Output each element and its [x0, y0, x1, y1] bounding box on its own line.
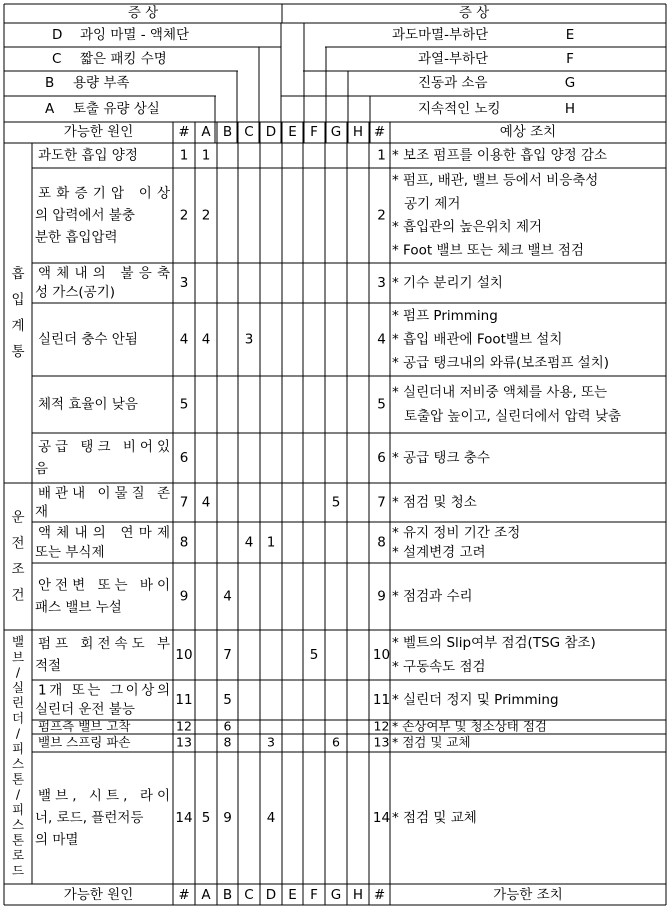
group-label-char: 스 — [11, 817, 25, 833]
group-label-char: 흡 — [11, 266, 25, 282]
footer-col-f: F — [310, 887, 318, 903]
row-num: 12 — [176, 718, 192, 734]
footer-col-c: C — [244, 887, 254, 903]
row-cell-a: 2 — [201, 207, 211, 224]
row-cell-b: 7 — [223, 647, 232, 663]
footer-col-h: H — [352, 887, 364, 903]
row-cell-b: 5 — [223, 692, 232, 708]
row-cell-f: 5 — [309, 647, 319, 663]
row-num-right: 4 — [377, 331, 386, 348]
row-num-right: 7 — [377, 494, 386, 511]
row-num-right: 12 — [373, 718, 390, 734]
row-num-right: 13 — [373, 734, 390, 750]
row-num-right: 10 — [372, 647, 391, 663]
row-num: 6 — [179, 450, 189, 466]
row-cause: 1개 또는 그이상의 — [38, 682, 170, 699]
row-num-right: 2 — [377, 207, 386, 224]
footer-num: # — [178, 887, 190, 903]
row-num: 7 — [179, 494, 189, 511]
row-action: * 공급 탱크 충수 — [392, 450, 490, 466]
row-num: 9 — [179, 588, 189, 605]
footer-col-b: B — [222, 887, 233, 903]
symptom-code-b: B — [45, 75, 55, 91]
row-cause: 실린더 운전 불능 — [35, 701, 135, 718]
row-action: * 점검과 수리 — [392, 588, 473, 605]
group-label-char: 전 — [11, 535, 25, 552]
row-cell-a: 4 — [201, 331, 211, 348]
group-label-char: / — [15, 725, 21, 741]
symptom-label-d: 과잉 마멸 - 액체단 — [80, 27, 190, 43]
symptom-header-right: 증 상 — [458, 5, 490, 21]
col-header-a: A — [201, 124, 211, 140]
symptom-header-left: 증 상 — [127, 5, 159, 21]
symptom-code-a: A — [45, 101, 55, 117]
row-cause: 체적 효율이 낮음 — [38, 396, 138, 413]
symptom-label-e: 과도마멸-부하단 — [392, 27, 489, 43]
col-header-num-right: # — [373, 124, 386, 140]
group-label-char: 톤 — [11, 832, 25, 848]
row-action: * 실린더내 저비중 액체를 사용, 또는 — [392, 384, 608, 401]
group-label-char: / — [15, 786, 21, 802]
group-label-char: 더 — [11, 710, 25, 726]
footer-cause: 가능한 원인 — [63, 887, 134, 903]
group-label-char: 피 — [11, 740, 25, 756]
group-label-char: 실 — [11, 679, 25, 695]
group-label-char: 브 — [11, 649, 25, 665]
row-cause: 액체내의 불응축 — [38, 265, 170, 282]
row-cell-b: 6 — [223, 718, 232, 734]
row-action: * 설계변경 고려 — [392, 544, 486, 561]
row-num: 8 — [179, 534, 189, 551]
row-num: 13 — [176, 734, 192, 750]
footer-action: 가능한 조치 — [493, 887, 563, 903]
row-num: 4 — [179, 331, 189, 348]
row-cause: 펌프 회전속도 부 — [38, 636, 170, 652]
col-header-b: B — [222, 124, 233, 140]
col-header-f: F — [310, 124, 318, 140]
row-action: * 손상여부 및 청소상태 점검 — [392, 718, 547, 734]
col-header-c: C — [244, 124, 254, 140]
row-cell-b: 4 — [223, 588, 232, 605]
row-num-right: 11 — [372, 692, 391, 708]
group-label-char: 건 — [11, 587, 25, 604]
row-action: * 유지 정비 기간 조정 — [392, 524, 521, 541]
group-label-char: / — [15, 664, 21, 680]
row-num-right: 5 — [377, 396, 386, 413]
row-action: 공기 제거 — [404, 195, 461, 212]
row-num: 10 — [175, 647, 193, 663]
row-cause: 배관내 이물질 존 — [38, 485, 170, 502]
row-action: * 실린더 정지 및 Primming — [392, 692, 559, 708]
row-cell-g: 5 — [331, 494, 341, 511]
row-num: 1 — [179, 147, 189, 164]
col-header-h: H — [352, 124, 364, 140]
row-cause: 성 가스(공기) — [35, 284, 116, 301]
row-cause: 또는 부식제 — [35, 544, 105, 561]
symptom-label-h: 지속적인 노킹 — [418, 101, 501, 117]
col-header-g: G — [330, 124, 342, 140]
row-cause: 너, 로드, 플런저등 — [35, 810, 144, 826]
row-cause: 공급 탱크 비어있 — [38, 439, 170, 455]
row-action: * 공급 탱크내의 와류(보조펌프 설치) — [392, 355, 610, 372]
row-cell-d: 1 — [266, 534, 276, 551]
col-header-cause: 가능한 원인 — [63, 124, 134, 140]
row-action: * 흡입관의 높은위치 제거 — [392, 219, 543, 236]
symptom-code-c: C — [52, 51, 62, 67]
row-num-right: 1 — [377, 147, 386, 164]
symptom-label-a: 토출 유량 상실 — [73, 101, 160, 117]
row-cell-b: 8 — [223, 734, 232, 750]
row-action: * 보조 펌프를 이용한 흡입 양정 감소 — [392, 147, 608, 164]
row-cause: 패스 밸브 누설 — [35, 599, 122, 616]
symptom-code-g: G — [564, 75, 576, 91]
row-cause: 분한 흡입압력 — [35, 229, 118, 246]
row-action: * 기수 분리기 설치 — [392, 275, 503, 291]
row-cause: 음 — [35, 461, 49, 477]
group-label-char: 입 — [11, 292, 25, 308]
row-num-right: 6 — [377, 450, 386, 466]
col-header-e: E — [288, 124, 297, 140]
group-label-char: 계 — [11, 318, 25, 334]
row-cell-a: 1 — [201, 147, 211, 164]
row-action: * Foot 밸브 또는 체크 밸브 점검 — [392, 242, 585, 259]
row-cause: 펌프측 밸브 고착 — [38, 718, 131, 734]
row-num: 14 — [175, 810, 193, 826]
row-action: * 펌프 Primming — [392, 307, 498, 324]
footer-col-d: D — [265, 887, 277, 903]
group-label-char: 운 — [11, 509, 25, 526]
row-action: * 벨트의 Slip여부 점검(TSG 참조) — [392, 635, 596, 651]
group-label-char: 린 — [11, 695, 25, 711]
table-text — [11, 4, 621, 903]
row-cell-b: 9 — [223, 810, 232, 826]
row-cause: 재 — [35, 503, 49, 520]
symptom-label-c: 짧은 패킹 수명 — [80, 51, 167, 67]
col-header-num: # — [178, 124, 190, 140]
row-cause: 밸브 스프링 파손 — [38, 734, 131, 750]
symptom-label-f: 과열-부하단 — [418, 51, 489, 67]
row-action: * 구동속도 점검 — [392, 659, 486, 675]
symptom-code-e: E — [565, 27, 575, 43]
symptom-label-b: 용량 부족 — [73, 75, 130, 91]
row-num-right: 14 — [372, 810, 391, 826]
row-action: * 점검 및 교체 — [392, 810, 477, 826]
row-cell-a: 4 — [201, 494, 211, 511]
footer-col-g: G — [330, 887, 342, 903]
group-label-char: 로 — [11, 847, 25, 863]
row-num-right: 3 — [377, 275, 386, 291]
group-label-char: 통 — [11, 344, 25, 360]
row-cause: 포화증기압 이상 — [38, 185, 170, 202]
row-cause: 적절 — [35, 658, 62, 674]
footer-col-e: E — [288, 887, 297, 903]
row-cause: 안전변 또는 바이 — [38, 577, 170, 594]
row-action: * 점검 및 교체 — [392, 734, 471, 750]
row-num: 2 — [179, 207, 189, 224]
group-label-char: 드 — [11, 862, 25, 878]
row-cell-d: 4 — [266, 810, 276, 826]
row-cause: 실린더 충수 안됨 — [38, 331, 138, 348]
col-header-d: D — [265, 124, 277, 140]
row-cause: 밸브, 시트, 라이 — [38, 788, 170, 804]
row-num: 5 — [179, 396, 189, 413]
row-num-right: 9 — [377, 588, 386, 605]
symptom-code-d: D — [52, 27, 63, 43]
row-action: * 점검 및 청소 — [392, 494, 477, 511]
row-action: 토출압 높이고, 실린더에서 압력 낮춤 — [404, 408, 622, 425]
col-header-action: 예상 조치 — [499, 124, 557, 140]
group-label-char: 조 — [11, 561, 25, 578]
symptom-code-f: F — [566, 51, 574, 67]
footer-num-right: # — [373, 887, 386, 903]
row-cause: 의 마멸 — [35, 832, 79, 848]
group-label-char: 밸 — [11, 634, 25, 650]
row-cell-g: 6 — [332, 734, 340, 750]
row-action: * 흡입 배관에 Foot밸브 설치 — [392, 331, 563, 348]
footer-col-a: A — [201, 887, 211, 903]
symptom-label-g: 진동과 소음 — [418, 75, 488, 91]
row-cell-d: 3 — [267, 734, 275, 750]
row-cell-c: 3 — [244, 331, 254, 348]
group-label-char: 톤 — [11, 771, 25, 787]
row-cause: 과도한 흡입 양정 — [38, 147, 138, 164]
row-cause: 액체내의 연마제 — [38, 524, 170, 541]
row-cause: 의 압력에서 불충 — [35, 207, 135, 224]
row-cell-a: 5 — [201, 810, 211, 826]
row-action: * 펌프, 배관, 밸브 등에서 비응축성 — [392, 172, 599, 189]
row-num-right: 8 — [377, 534, 386, 551]
symptom-code-h: H — [564, 101, 576, 117]
row-num: 11 — [175, 692, 193, 708]
group-label-char: 스 — [11, 756, 25, 772]
group-label-char: 피 — [11, 801, 25, 817]
row-num: 3 — [179, 275, 189, 291]
row-cell-c: 4 — [244, 534, 254, 551]
